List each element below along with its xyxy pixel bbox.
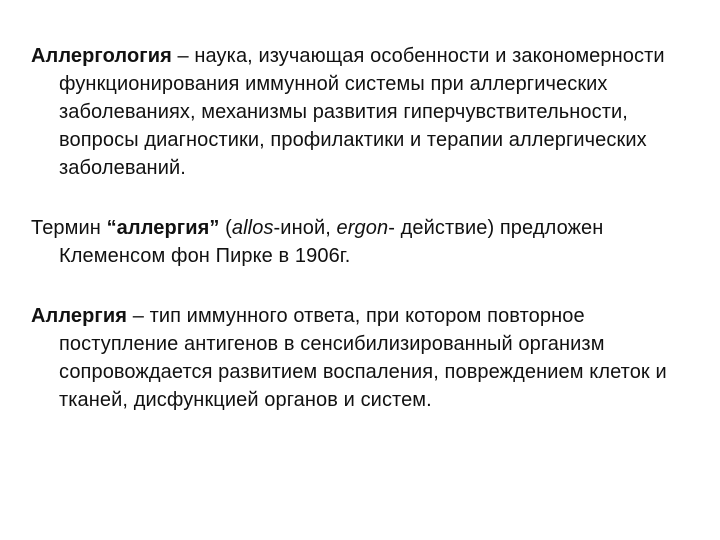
term-allergy-quoted: “аллергия” <box>106 217 220 239</box>
term-allergy: Аллергия <box>31 305 128 327</box>
term-origin-paragraph <box>31 214 690 270</box>
etymology-gloss-ergon: - действие) предложен Клеменсом фон Пирке в 1906г. <box>59 217 604 267</box>
etymology-word-allos: allos <box>231 217 274 239</box>
term-origin-lead: Термин <box>31 217 107 239</box>
definition-allergy-text: – тип иммунного ответа, при котором повторное поступление антигенов в сенсибилизированный организм сопровождается развитием воспаления, повреждением клеток и тканей, дисфункцией органов и систем. <box>59 305 667 411</box>
term-allergology: Аллергология <box>31 45 172 67</box>
term-origin-open: ( <box>219 217 232 239</box>
definition-allergy <box>31 302 690 414</box>
etymology-word-ergon: ergon <box>336 217 389 239</box>
etymology-gloss-allos: -иной, <box>273 217 337 239</box>
definition-allergology-text: – наука, изучающая особенности и закономерности функционирования иммунной системы при аллергических заболеваниях, механизмы развития гиперчувствительности, вопросы диагностики, профилактики и терапии аллергических заболеваний. <box>59 45 665 179</box>
definition-allergology <box>31 42 690 182</box>
